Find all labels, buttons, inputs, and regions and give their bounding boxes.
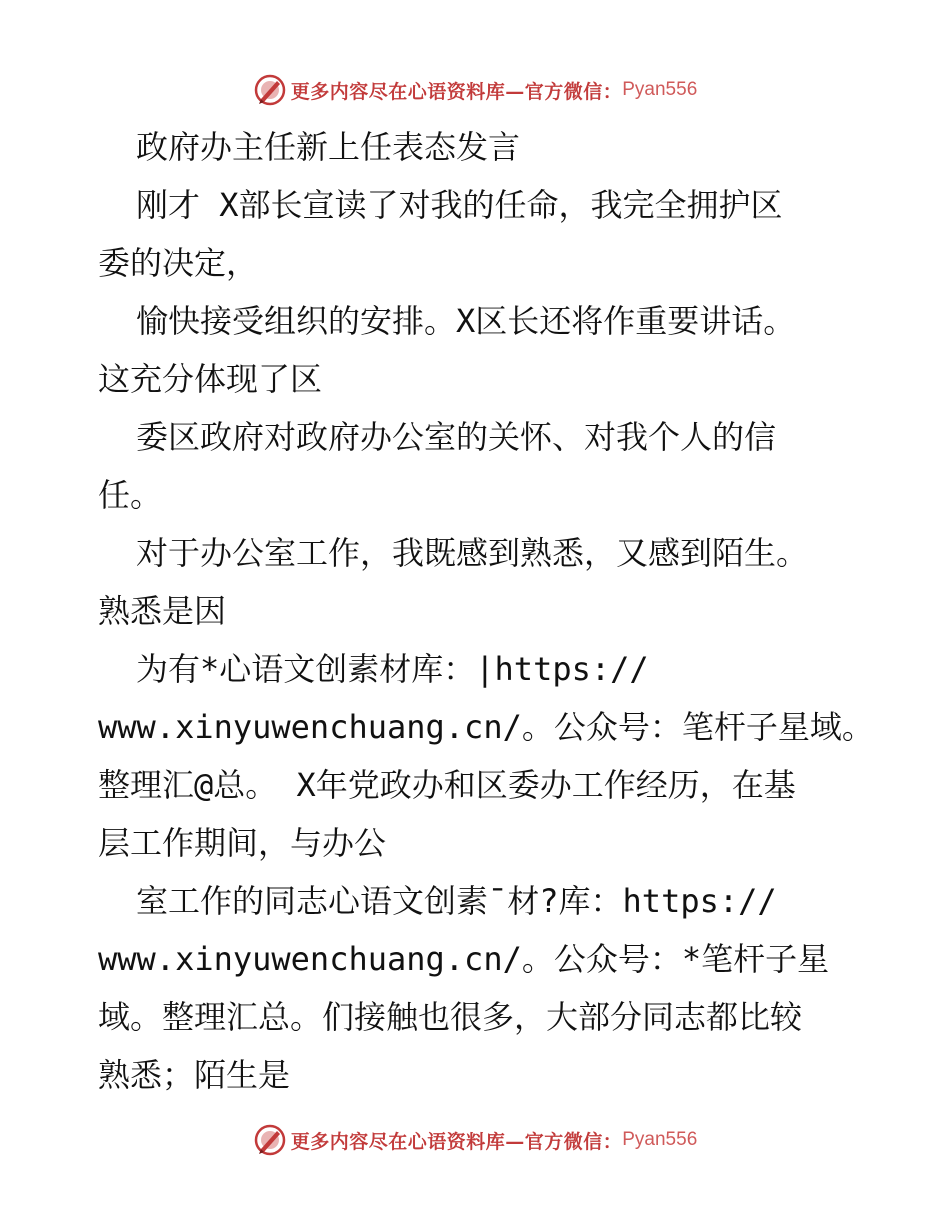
- banner-text: 更多内容尽在心语资料库—官方微信：: [290, 80, 623, 103]
- paragraph-line: 对于办公室工作，我既感到熟悉，又感到陌生。: [136, 534, 809, 572]
- paragraph-line: 室工作的同志心语文创素¯材?库：https://: [136, 882, 777, 920]
- header-banner: [0, 70, 950, 110]
- paragraph-line: 熟悉；陌生是: [98, 1056, 291, 1094]
- paragraph-line: 层工作期间，与办公: [98, 824, 387, 862]
- document-body: [98, 118, 874, 1104]
- paragraph-line: www.xinyuwenchuang.cn/。公众号：*笔杆子星: [98, 940, 830, 978]
- paragraph-line: 愉快接受组织的安排。X区长还将作重要讲话。: [136, 302, 796, 340]
- wechat-id: Pyan556: [622, 79, 698, 100]
- paragraph-line: 为有*心语文创素材库：|https://: [136, 650, 649, 688]
- paragraph-line: 任。: [98, 476, 163, 514]
- paragraph-line: 这充分体现了区: [98, 360, 323, 398]
- banner-text: 更多内容尽在心语资料库—官方微信：: [290, 1130, 623, 1153]
- document-title: 政府办主任新上任表态发言: [136, 128, 521, 166]
- paragraph-line: 整理汇@总。 X年党政办和区委办工作经历，在基: [98, 766, 796, 804]
- paragraph-line: 熟悉是因: [98, 592, 227, 630]
- pen-seal-logo-icon: [253, 1123, 287, 1157]
- paragraph-line: 委区政府对政府办公室的关怀、对我个人的信: [136, 418, 777, 456]
- paragraph-line: www.xinyuwenchuang.cn/。公众号：笔杆子星域。: [98, 708, 874, 746]
- paragraph-line: 委的决定，: [98, 244, 259, 282]
- paragraph-line: 域。整理汇总。们接触也很多，大部分同志都比较: [98, 998, 803, 1036]
- footer-banner: [0, 1120, 950, 1160]
- header-banner-content: [253, 73, 698, 107]
- pen-seal-logo-icon: [253, 73, 287, 107]
- paragraph-line: 刚才 X部长宣读了对我的任命，我完全拥护区: [136, 186, 783, 224]
- wechat-id: Pyan556: [622, 1129, 698, 1150]
- footer-banner-content: [253, 1123, 698, 1157]
